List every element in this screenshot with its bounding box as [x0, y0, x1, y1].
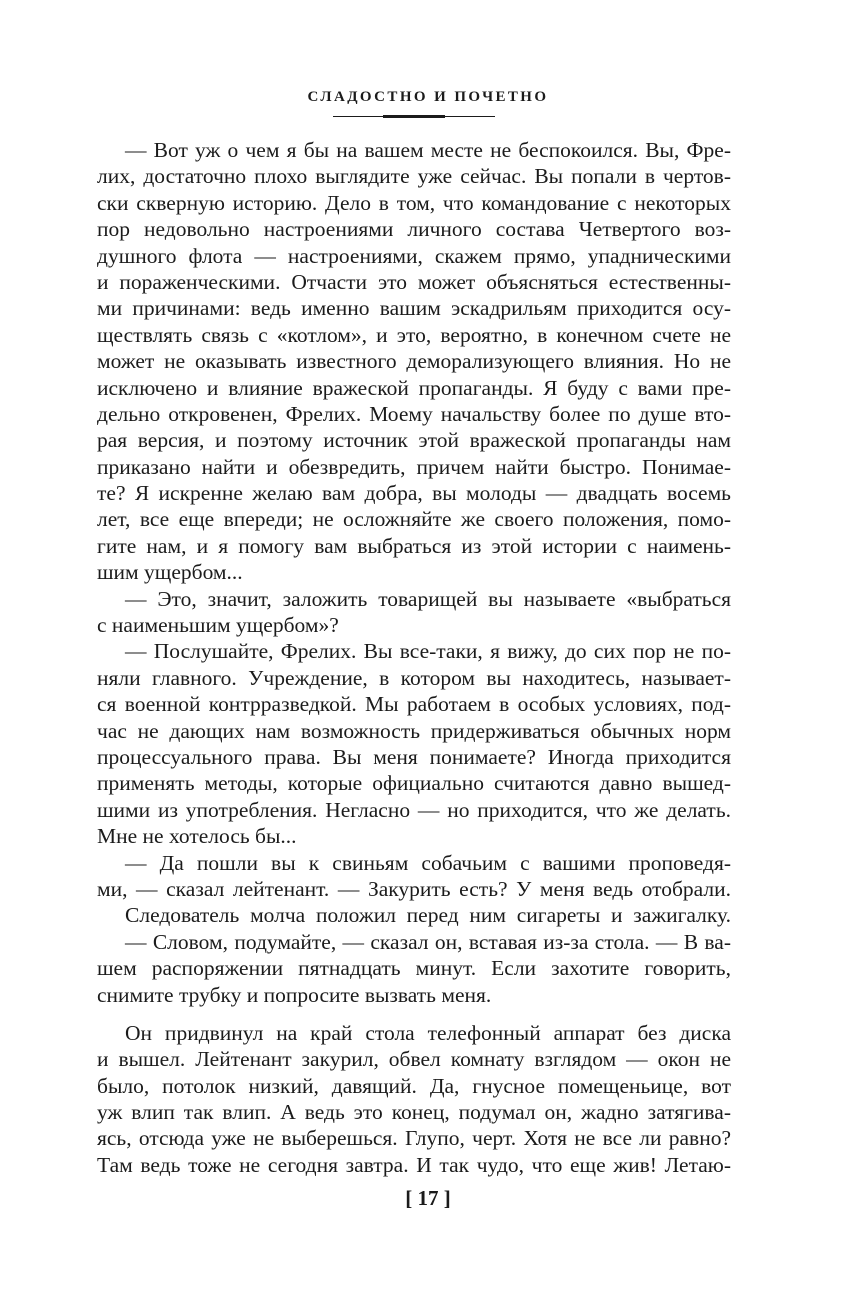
text-line: ми причинами: ведь именно вашим эскадрильям приходится осу-	[97, 296, 731, 321]
text-line: Следователь молча положил перед ним сигареты и зажигалку.	[125, 903, 731, 928]
text-line: процессуального права. Вы меня понимаете? Иногда приходится	[97, 744, 731, 769]
text-line: пор недовольно настроениями личного состава Четвертого воз-	[97, 217, 731, 242]
text-line: — Послушайте, Фрелих. Вы все-таки, я вижу, до сих пор не по-	[125, 639, 731, 664]
text-line: ми, — сказал лейтенант. — Закурить есть? У меня ведь отобрали.	[97, 876, 731, 901]
text-line: шими из употребления. Негласно — но приходится, что же делать.	[97, 797, 731, 822]
text-line: и пораженческими. Отчасти это может объясняться естественны-	[97, 269, 731, 294]
text-line: ясь, отсюда уже не выберешься. Глупо, черт. Хотя не все ли равно?	[97, 1126, 731, 1151]
text-line: шем распоряжении пятнадцать минут. Если захотите говорить,	[97, 956, 731, 981]
text-line: лет, все еще впереди; не осложняйте же своего положения, помо-	[97, 507, 731, 532]
text-line: дельно откровенен, Фрелих. Моему начальству более по душе вто-	[97, 401, 731, 426]
text-line: ществлять связь с «котлом», и это, вероятно, в конечном счете не	[97, 322, 731, 347]
running-head: СЛАДОСТНО И ПОЧЕТНО	[307, 89, 549, 105]
text-line: ся военной контрразведкой. Мы работаем в особых условиях, под-	[97, 692, 731, 717]
text-line: рая версия, и поэтому источник этой вражеской пропаганды нам	[97, 428, 731, 453]
text-line: и вышел. Лейтенант закурил, обвел комнату взглядом — окон не	[97, 1047, 731, 1072]
text-line: лих, достаточно плохо выглядите уже сейчас. Вы попали в чертов-	[97, 164, 731, 189]
text-line: исключено и влияние вражеской пропаганды. Я буду с вами пре-	[97, 375, 731, 400]
text-line: приказано найти и обезвредить, причем найти быстро. Понимае-	[97, 454, 731, 479]
text-line: — Словом, подумайте, — сказал он, вставая из-за стола. — В ва-	[125, 929, 731, 954]
header-ornament-rule	[333, 116, 495, 117]
text-line: было, потолок низкий, давящий. Да, гнусное помещеньице, вот	[97, 1073, 731, 1098]
text-line: применять методы, которые официально считаются давно вышед-	[97, 771, 731, 796]
body-text	[97, 137, 731, 1178]
text-line: — Это, значит, заложить товарищей вы называете «выбраться	[125, 586, 731, 611]
text-line: ски скверную историю. Дело в том, что командование с некоторых	[97, 190, 731, 215]
text-line: няли главного. Учреждение, в котором вы находитесь, называет-	[97, 665, 731, 690]
text-line: Мне не хотелось бы...	[97, 824, 297, 849]
text-line: — Вот уж о чем я бы на вашем месте не беспокоился. Вы, Фре-	[125, 138, 731, 162]
text-line: с наименьшим ущербом»?	[97, 613, 339, 638]
text-line: те? Я искренне желаю вам добра, вы молоды — двадцать восемь	[97, 481, 731, 506]
text-line: снимите трубку и попросите вызвать меня.	[97, 982, 492, 1007]
text-line: может не оказывать известного деморализующего влияния. Но не	[97, 349, 731, 374]
page-number: [ 17 ]	[405, 1186, 451, 1210]
text-line: душного флота — настроениями, скажем прямо, упадническими	[97, 243, 731, 268]
text-line: гите нам, и я помогу вам выбраться из этой истории с наимень-	[97, 533, 731, 558]
text-line: час не дающих нам возможность придерживаться обычных норм	[97, 718, 731, 743]
text-line: — Да пошли вы к свиньям собачьим с вашими проповедя-	[125, 850, 731, 875]
text-line: Там ведь тоже не сегодня завтра. И так чудо, что еще жив! Летаю-	[97, 1152, 731, 1177]
text-line: уж влип так влип. А ведь это конец, подумал он, жадно затягива-	[97, 1100, 731, 1125]
text-line: Он придвинул на край стола телефонный аппарат без диска	[125, 1020, 731, 1045]
text-line: шим ущербом...	[97, 560, 243, 585]
